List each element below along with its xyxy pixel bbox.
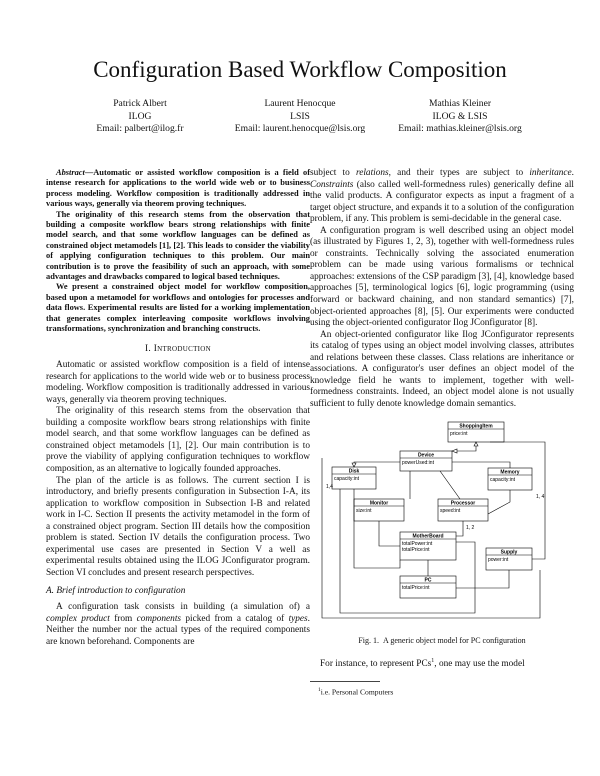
uml-class-diagram [310,418,574,631]
author-name: Patrick Albert [113,98,167,109]
figure-caption [310,635,574,647]
class-name: Supply [500,549,518,556]
author-block [50,98,230,136]
figure-1 [310,418,574,631]
class-name: Disk [348,468,360,475]
footnote-divider [310,681,380,682]
class-name: ShoppingItem [459,423,493,430]
abstract-paragraph: The originality of this research stems from the observation that building a composite workflow bears strong relationships with finite model search, and that some workflow languages can be defined as constrained object metamodels [1], [2]. This leads to consider the viability of applying configuration techniques to this problem. Our main contribution is to prove the feasibility of such an approach, with some advantages and drawbacks compared to logical based techniques. [46,209,310,282]
class-name: Monitor [369,500,389,507]
multiplicity-label: 1, 2 [466,525,475,532]
body-paragraph: Automatic or assisted workflow composition is a field of intense research for applications to the world wide web or to business process modeling. Workflow composition is traditionally addressed in various ways, generally via theorem proving techniques. [46,360,310,405]
author-email: Email: palbert@ilog.fr [96,123,184,134]
abstract-lead: Abstract [56,168,85,177]
author-affiliation: ILOG [128,110,152,122]
class-attr: powerUsed:int [402,460,434,467]
author-block [370,98,550,136]
abstract [46,168,310,335]
subsection-heading: A. Brief introduction to configuration [46,586,186,597]
body-paragraph: The originality of this research stems from the observation that building a composite workflow bears strong relationships with finite model search, and that some workflow languages can be defined as constrained object metamodels [1], [2]. Our main contribution is to prove the viability of applying configuration techniques to workflow composition, as an alternative to logically founded approaches. [46,406,310,474]
class-attr: totalPower:int [402,541,433,548]
class-name: PC [424,577,432,584]
abstract-paragraph [46,168,310,210]
class-attr: price:int [450,431,468,438]
class-attr: size:int [356,508,372,515]
class-name: MotherBoard [412,533,444,540]
class-name: Memory [500,469,520,476]
caption-text: A generic object model for PC configuration [383,636,526,646]
author-affiliation: LSIS [290,110,310,122]
author-block [210,98,390,136]
class-attr: totalPrice:int [402,585,430,592]
multiplicity-label: 1,4 [326,484,333,491]
class-name: Processor [450,500,476,507]
body-paragraph: A configuration task consists in building (a simulation of) a complex product from components picked from a catalog of types. Neither the number nor the actual types of the required components are known beforehand. Components are [46,601,310,647]
footnote: $^1$i.e. Personal Computers [318,686,394,697]
class-attr: totalPrice:int [402,547,430,554]
body-paragraph: subject to relations, and their types are subject to inheritance. Constraints (also called well-formedness rules) generically define all the valid products. A configurator expects as input a fragment of a target object structure, and expands it to a solution of the configuration problem, if any. This problem is semi-decidable in the general case. [310,168,574,225]
author-affiliation: ILOG & LSIS [432,110,488,122]
caption-label: Fig. 1. [358,636,380,646]
author-name: Mathias Kleiner [428,98,492,109]
paper-title: Configuration Based Workflow Composition [93,57,507,82]
body-paragraph: The plan of the article is as follows. The current section I is introductory, and briefly presents configuration in Subsection I-A, its application to workflow composition in Subsection I-B and related work in I-C. Section II presents the activity metamodel in the form of a constrained object program. Section III details how the composition problem is stated. Section IV details the configuration process. Two experimental use cases are presented in Section V a well as experimental results obtained using the ILOG JConfigurator program. Section VI concludes and present research perspectives. [46,475,310,578]
author-email: Email: mathias.kleiner@lsis.org [398,123,522,134]
class-attr: capacity:int [334,476,360,483]
multiplicity-label: 1, 4 [536,494,545,501]
abstract-paragraph: We present a constrained object model for workflow composition, based upon a metamodel for workflows and ontologies for processes and data flows. Experimental results are listed for a working implementation that generates complex interleaving composite workflows involving transformations, synchronization and branching constructs. [46,282,310,334]
class-attr: speed:int [440,508,461,515]
abstract-text: —Automatic or assisted workflow composition is a field of intense research for applications to the world wide web or to business process modeling. Workflow composition is traditionally addressed in various ways, generally via theorem proving techniques. [46,168,310,209]
left-column [46,168,310,648]
body-paragraph: For instance, to represent PCs$^1$, one may use the model [320,658,525,670]
author-name: Laurent Henocque [264,98,336,109]
class-attr: capacity:int [490,477,516,484]
section-heading: I. Introduction [145,343,211,354]
body-paragraph: An object-oriented configurator like Ilog JConfigurator represents its catalog of types using an object model involving classes, attributes and relations between these classes. Class relations are inheritance or associations. A configurator's user defines an object model of the knowledge field he wants to implement, together with well-formedness constraints. Indeed, an object model alone is not usually sufficient to fully denote knowledge domain semantics. [310,329,574,409]
class-name: Device [417,452,435,459]
class-attr: power:int [488,557,509,564]
author-email: Email: laurent.henocque@lsis.org [234,123,366,134]
right-column [310,168,574,698]
body-paragraph: A configuration program is well described using an object model (as illustrated by Figures 1, 2, 3), together with well-formedness rules or constraints. Technically solving the associated enumeration problem can be made using various formalisms or technical approaches: extensions of the CSP paradigm [3], [4], knowledge based approaches [5], terminological logics [6], logic programming (using forward or backward chaining, and non standard semantics) [7], object-oriented approaches [8], [5]. Our experiments were conducted using the object-oriented configurator Ilog JConfigurator [8]. [310,225,574,329]
